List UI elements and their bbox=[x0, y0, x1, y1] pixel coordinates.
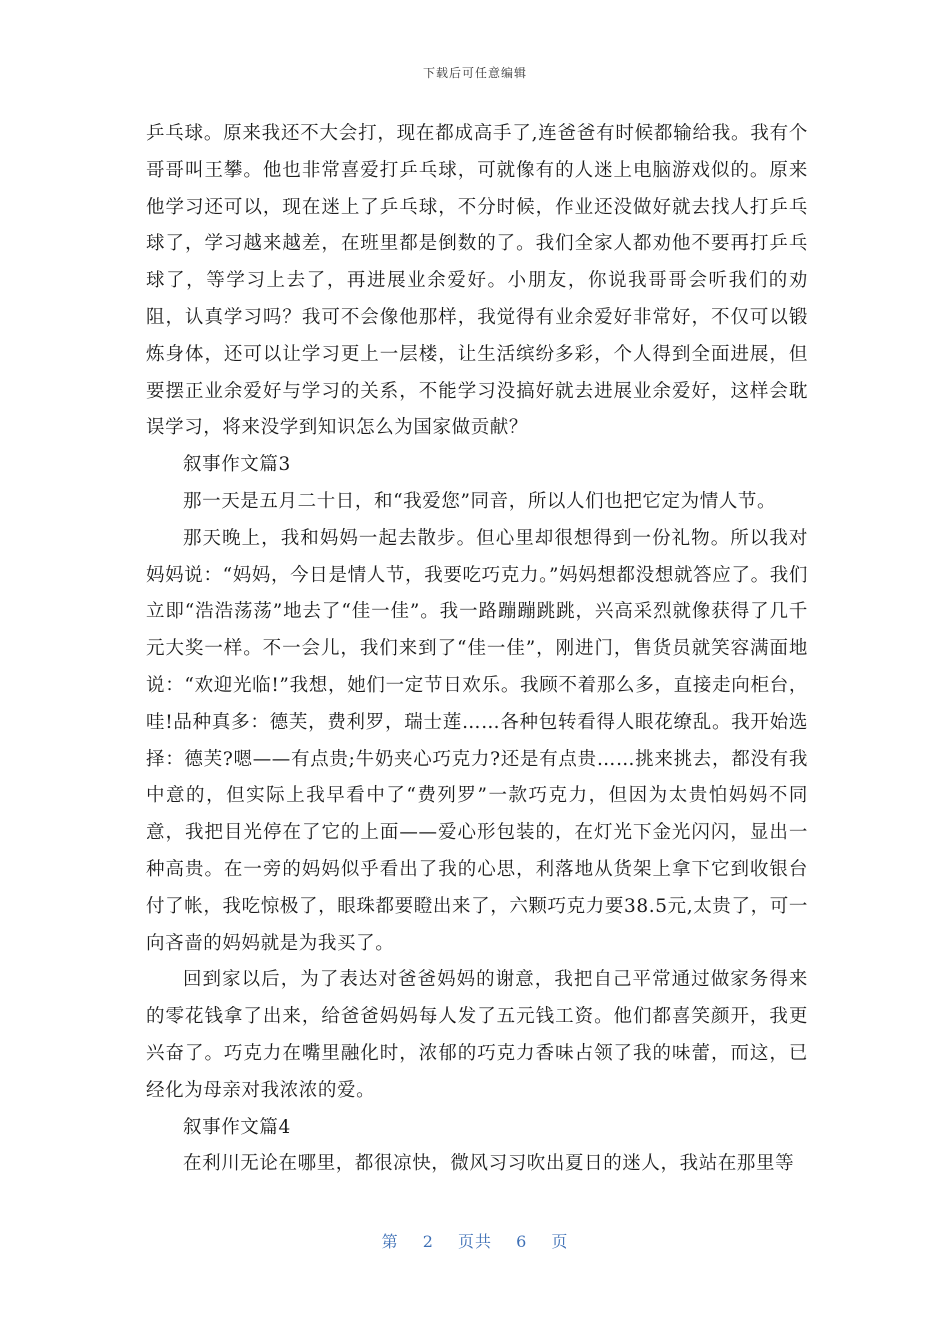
paragraph: 回到家以后，为了表达对爸爸妈妈的谢意，我把自己平常通过做家务得来的零花钱拿了出来，给爸爸妈妈每人发了五元钱工资。他们都喜笑颜开，我更兴奋了。巧克力在嘴里融化时，浓郁的巧克力香味占领了我的味蕾，而这，已经化为母亲对我浓浓的爱。 bbox=[146, 969, 808, 1101]
page-footer: 第 2 页共 6 页 bbox=[381, 1232, 569, 1251]
section-heading: 叙事作文篇3 bbox=[183, 454, 291, 476]
paragraph: 那天晚上，我和妈妈一起去散步。但心里却很想得到一份礼物。所以我对妈妈说：“妈妈，今日是情人节，我要吃巧克力。”妈妈想都没想就答应了。我们立即“浩浩荡荡”地去了“佳一佳”。我一路蹦蹦跳跳，兴高采烈就像获得了几千元大奖一样。不一会儿，我们来到了“佳一佳”，刚进门，售货员就笑容满面地说：“欢迎光临!”我想，她们一定节日欢乐。我顾不着那么多，直接走向柜台，哇!品种真多：德芙，费利罗，瑞士莲……各种包转看得人眼花缭乱。我开始选择：德芙?嗯——有点贵;牛奶夹心巧克力?还是有点贵……挑来挑去，都没有我中意的，但实际上我早看中了“费列罗”一款巧克力，但因为太贵怕妈妈不同意，我把目光停在了它的上面——爱心形包装的，在灯光下金光闪闪，显出一种高贵。在一旁的妈妈似乎看出了我的心思，利落地从货架上拿下它到收银台付了帐，我吃惊极了，眼珠都要瞪出来了，六颗巧克力要38.5元,太贵了，可一向吝啬的妈妈就是为我买了。 bbox=[146, 527, 808, 954]
paragraph: 乒乓球。原来我还不大会打，现在都成高手了,连爸爸有时候都输给我。我有个哥哥叫王攀。他也非常喜爱打乒乓球，可就像有的人迷上电脑游戏似的。原来他学习还可以，现在迷上了乒乓球，不分时候，作业还没做好就去找人打乒乓球了，学习越来越差，在班里都是倒数的了。我们全家人都劝他不要再打乒乓球了，等学习上去了，再进展业余爱好。小朋友，你说我哥哥会听我们的劝阻，认真学习吗？我可不会像他那样，我觉得有业余爱好非常好，不仅可以锻炼身体，还可以让学习更上一层楼，让生活缤纷多彩，个人得到全面进展，但要摆正业余爱好与学习的关系，不能学习没搞好就去进展业余爱好，这样会耽误学习，将来没学到知识怎么为国家做贡献？ bbox=[146, 123, 808, 439]
paragraph: 那一天是五月二十日，和“我爱您”同音，所以人们也把它定为情人节。 bbox=[183, 490, 777, 512]
document-body bbox=[146, 116, 808, 1183]
section-heading: 叙事作文篇4 bbox=[183, 1116, 291, 1138]
page-header: 下载后可任意编辑 bbox=[422, 66, 527, 80]
paragraph: 在利川无论在哪里，都很凉快，微风习习吹出夏日的迷人，我站在那里等 bbox=[183, 1153, 795, 1175]
